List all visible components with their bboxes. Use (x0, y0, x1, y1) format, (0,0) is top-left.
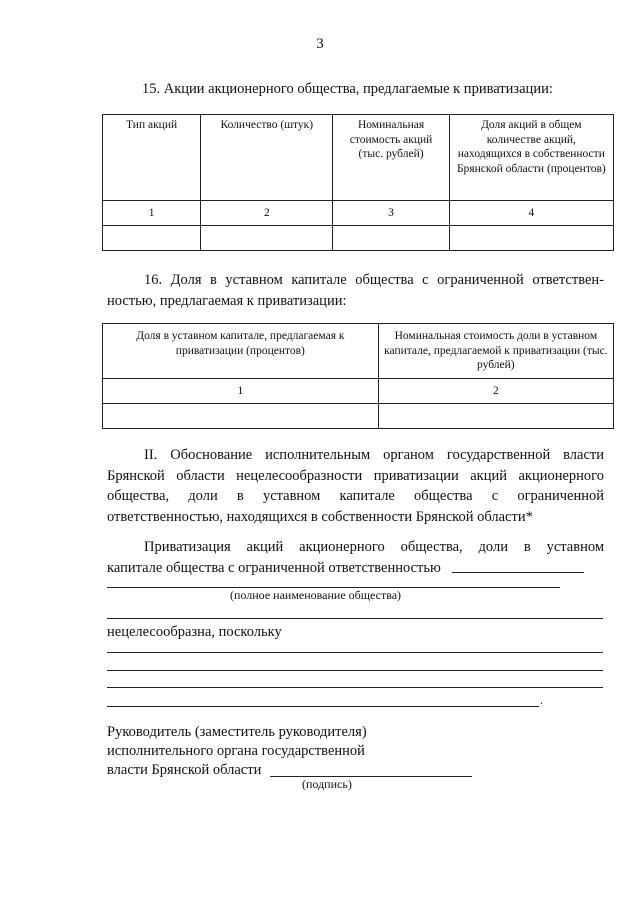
reason-line-1[interactable] (107, 652, 603, 653)
signatory-title-3: власти Брянской области (107, 762, 262, 778)
shares-header-quantity: Количество (штук) (201, 115, 333, 201)
stake-empty-cell (103, 404, 379, 429)
shares-table (102, 114, 614, 251)
privatization-paragraph: Приватизация акций акционерного общества, доли в уставном капитале общества с ограниченной ответственностью (107, 539, 604, 576)
section-2-justification: II. Обоснование исполнительным органом государственной власти Брянской области нецелесообразности приватизации акций акционерного общества, доли в уставном капитале общества с ограниченной ответственностью, находящихся в собственности Брянской области* (107, 447, 604, 525)
shares-number-4: 4 (449, 201, 613, 226)
signature-line[interactable] (270, 776, 472, 777)
company-name-line-2[interactable] (107, 618, 603, 619)
signatory-title-2: исполнительного органа государственной (107, 743, 365, 759)
shares-empty-cell (449, 226, 613, 251)
company-name-fill-line[interactable] (452, 572, 584, 573)
shares-header-share: Доля акций в общем количестве акций, находящихся в собственности Брянской области (процентов) (449, 115, 613, 201)
section-15-title: 15. Акции акционерного общества, предлагаемые к приватизации: (142, 81, 553, 97)
shares-empty-cell (201, 226, 333, 251)
shares-empty-cell (103, 226, 201, 251)
reason-period: . (540, 693, 543, 707)
signatory-title-1: Руководитель (заместитель руководителя) (107, 724, 367, 740)
reason-line-3[interactable] (107, 687, 603, 688)
reason-line-2[interactable] (107, 670, 603, 671)
reason-line-4[interactable] (107, 706, 539, 707)
shares-number-3: 3 (333, 201, 449, 226)
stake-table (102, 323, 614, 429)
stake-empty-cell (378, 404, 613, 429)
stake-number-2: 2 (378, 379, 613, 404)
stake-header-nominal: Номинальная стоимость доли в уставном капитале, предлагаемой к приватизации (тыс. рублей) (378, 324, 613, 379)
page-number: 3 (316, 36, 324, 52)
inexpedient-label: нецелесообразна, поскольку (107, 624, 282, 640)
shares-header-nominal: Номинальная стоимость акций (тыс. рублей) (333, 115, 449, 201)
stake-number-1: 1 (103, 379, 379, 404)
shares-empty-cell (333, 226, 449, 251)
shares-header-type: Тип акций (103, 115, 201, 201)
shares-number-2: 2 (201, 201, 333, 226)
section-16-title: 16. Доля в уставном капитале общества с ограниченной ответствен- ностью, предлагаемая к приватизации: (107, 272, 604, 309)
signature-caption: (подпись) (302, 777, 352, 791)
stake-header-percent: Доля в уставном капитале, предлагаемая к приватизации (процентов) (103, 324, 379, 379)
shares-number-1: 1 (103, 201, 201, 226)
company-name-caption: (полное наименование общества) (230, 588, 402, 602)
